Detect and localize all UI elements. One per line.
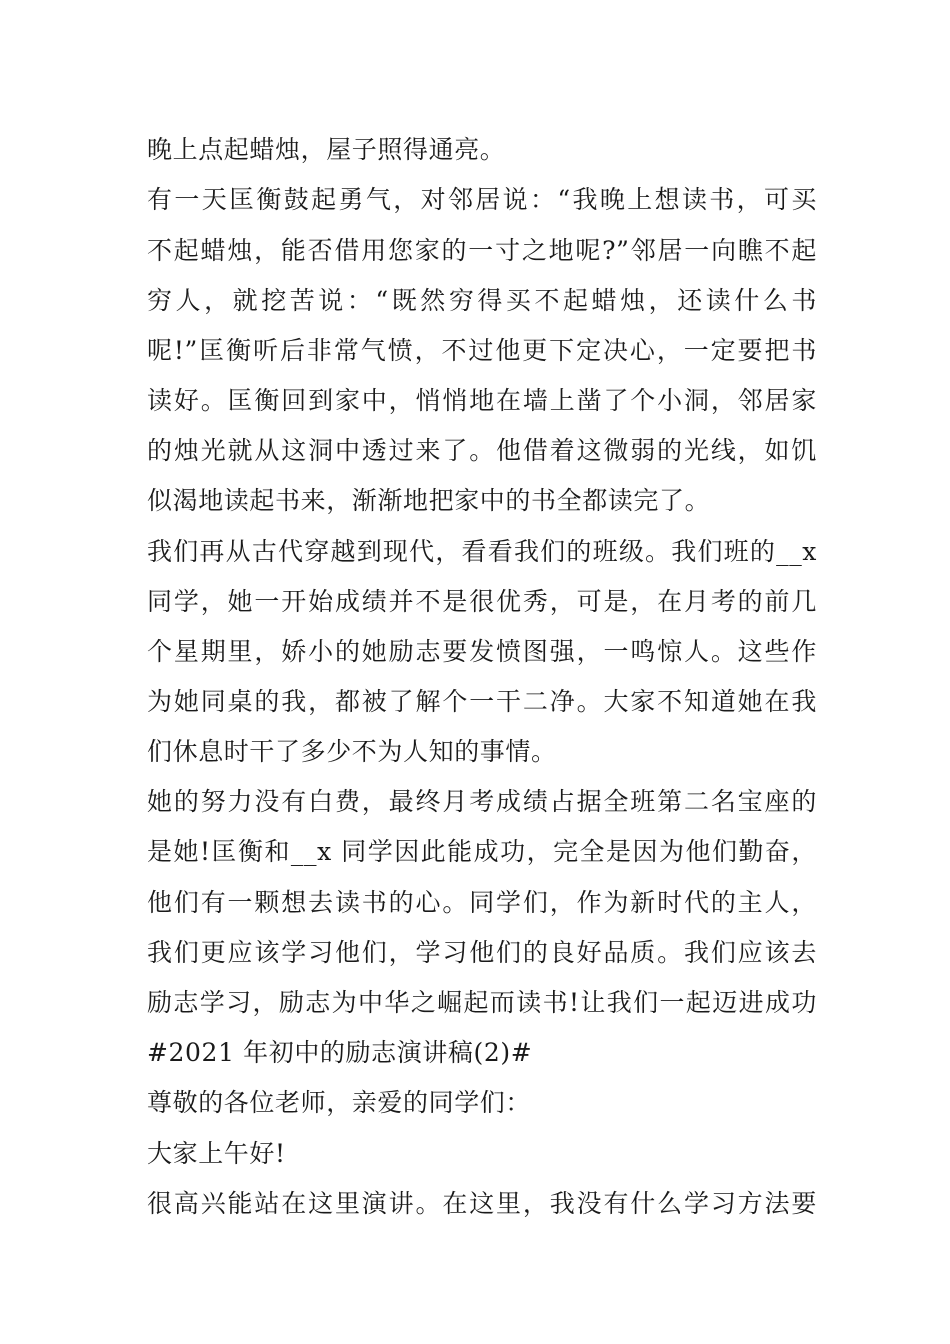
text-line: 不起蜡烛，能否借用您家的一寸之地呢?”邻居一向瞧不起: [147, 236, 817, 265]
text-line: 大家上午好!: [147, 1139, 286, 1168]
text-line: 他们有一颗想去读书的心。同学们，作为新时代的主人，: [147, 888, 817, 917]
text-line: 同学，她一开始成绩并不是很优秀，可是，在月考的前几: [147, 587, 817, 616]
text-line: 个星期里，娇小的她励志要发愤图强，一鸣惊人。这些作: [147, 637, 817, 666]
text-line: 是她!匡衡和__x 同学因此能成功，完全是因为他们勤奋，: [147, 837, 817, 866]
text-line: 的烛光就从这洞中透过来了。他借着这微弱的光线，如饥: [147, 436, 817, 465]
text-line: 读好。匡衡回到家中，悄悄地在墙上凿了个小洞，邻居家: [147, 386, 817, 415]
text-line: 很高兴能站在这里演讲。在这里，我没有什么学习方法要: [147, 1189, 817, 1218]
text-line: 们休息时干了多少不为人知的事情。: [147, 737, 557, 766]
text-line: 穷人，就挖苦说：“既然穷得买不起蜡烛，还读什么书: [147, 286, 817, 315]
text-line: 励志学习，励志为中华之崛起而读书!让我们一起迈进成功: [147, 988, 817, 1017]
text-line: 有一天匡衡鼓起勇气，对邻居说：“我晚上想读书，可买: [147, 185, 817, 214]
text-line: 晚上点起蜡烛，屋子照得通亮。: [147, 135, 506, 164]
text-line: 尊敬的各位老师，亲爱的同学们：: [147, 1088, 532, 1117]
text-line: 她的努力没有白费，最终月考成绩占据全班第二名宝座的: [147, 787, 817, 816]
text-line: 我们再从古代穿越到现代，看看我们的班级。我们班的__x: [147, 537, 817, 566]
text-line: 为她同桌的我，都被了解个一干二净。大家不知道她在我: [147, 687, 817, 716]
text-line: 呢!”匡衡听后非常气愤，不过他更下定决心，一定要把书: [147, 336, 817, 365]
text-line: 我们更应该学习他们，学习他们的良好品质。我们应该去: [147, 938, 817, 967]
text-line: 似渴地读起书来，渐渐地把家中的书全都读完了。: [147, 486, 711, 515]
heading-line: #2021 年初中的励志演讲稿(2)#: [147, 1038, 533, 1067]
